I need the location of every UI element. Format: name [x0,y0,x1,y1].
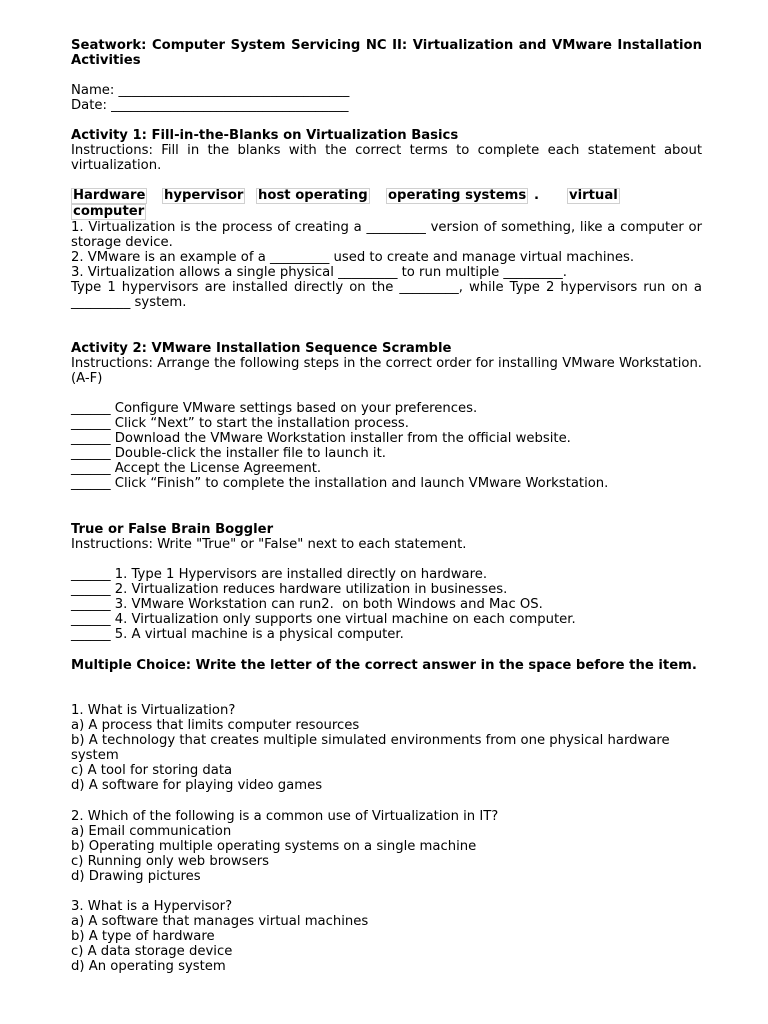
mc-option: b) A type of hardware [71,929,215,944]
sequence-step: ______ Configure VMware settings based on your preferences. [71,401,478,416]
word-bank-term: virtual [569,188,618,203]
page-title: Seatwork: Computer System Servicing NC II: Virtualization and VMware Installation Activities [71,38,702,69]
mc-option: a) A software that manages virtual machines [71,914,369,929]
activity1-heading: Activity 1: Fill-in-the-Blanks on Virtualization Basics [71,128,459,143]
word-bank-separator: . [534,188,540,203]
sequence-step: ______ Accept the License Agreement. [71,461,322,476]
mc-option: d) Drawing pictures [71,869,201,884]
mc-question: 1. What is Virtualization? [71,703,236,718]
date-field-line: Date: ____________________________________ [71,98,349,113]
mc-option: d) A software for playing video games [71,778,323,793]
sequence-step: ______ Download the VMware Workstation installer from the official website. [71,431,571,446]
true-false-instructions: Instructions: Write "True" or "False" next to each statement. [71,537,467,552]
fill-blank-item: 1. Virtualization is the process of creating a _________ version of something, like a computer or storage device. [71,220,702,251]
sequence-step: ______ Click “Next” to start the installation process. [71,416,409,431]
true-false-item: ______ 1. Type 1 Hypervisors are installed directly on hardware. [71,567,488,582]
word-bank-term: hypervisor [164,188,244,203]
word-bank-term: Hardware [73,188,146,203]
activity2-heading: Activity 2: VMware Installation Sequence Scramble [71,341,452,356]
name-field-line: Name: ___________________________________ [71,83,350,98]
fill-blank-item: Type 1 hypervisors are installed directly on the _________, while Type 2 hypervisors run on a _________ system. [71,280,702,311]
mc-question: 2. Which of the following is a common use of Virtualization in IT? [71,809,499,824]
true-false-item: ______ 3. VMware Workstation can run2. on both Windows and Mac OS. [71,597,543,612]
word-bank-term: operating systems [388,188,527,203]
mc-option: c) A tool for storing data [71,763,233,778]
mc-option: b) Operating multiple operating systems on a single machine [71,839,477,854]
activity2-instructions: Instructions: Arrange the following steps in the correct order for installing VMware Workstation. (A-F) [71,356,702,387]
word-bank-term: computer [73,204,145,219]
word-bank-term: host operating [258,188,368,203]
mc-option: a) Email communication [71,824,232,839]
true-false-item: ______ 2. Virtualization reduces hardware utilization in businesses. [71,582,508,597]
true-false-item: ______ 4. Virtualization only supports one virtual machine on each computer. [71,612,576,627]
mc-option: a) A process that limits computer resources [71,718,360,733]
sequence-step: ______ Click “Finish” to complete the installation and launch VMware Workstation. [71,476,609,491]
word-bank [71,188,702,220]
fill-blank-item: 2. VMware is an example of a _________ used to create and manage virtual machines. [71,250,635,265]
true-false-heading: True or False Brain Boggler [71,522,274,537]
multiple-choice-heading: Multiple Choice: Write the letter of the correct answer in the space before the item. [71,658,697,673]
mc-option: c) A data storage device [71,944,233,959]
mc-question: 3. What is a Hypervisor? [71,899,233,914]
true-false-item: ______ 5. A virtual machine is a physical computer. [71,627,404,642]
activity1-instructions: Instructions: Fill in the blanks with the correct terms to complete each statement about virtualization. [71,143,702,174]
mc-option: b) A technology that creates multiple simulated environments from one physical hardware system [71,733,670,764]
sequence-step: ______ Double-click the installer file to launch it. [71,446,386,461]
mc-option: c) Running only web browsers [71,854,269,869]
fill-blank-item: 3. Virtualization allows a single physical _________ to run multiple _________. [71,265,567,280]
mc-option: d) An operating system [71,959,226,974]
